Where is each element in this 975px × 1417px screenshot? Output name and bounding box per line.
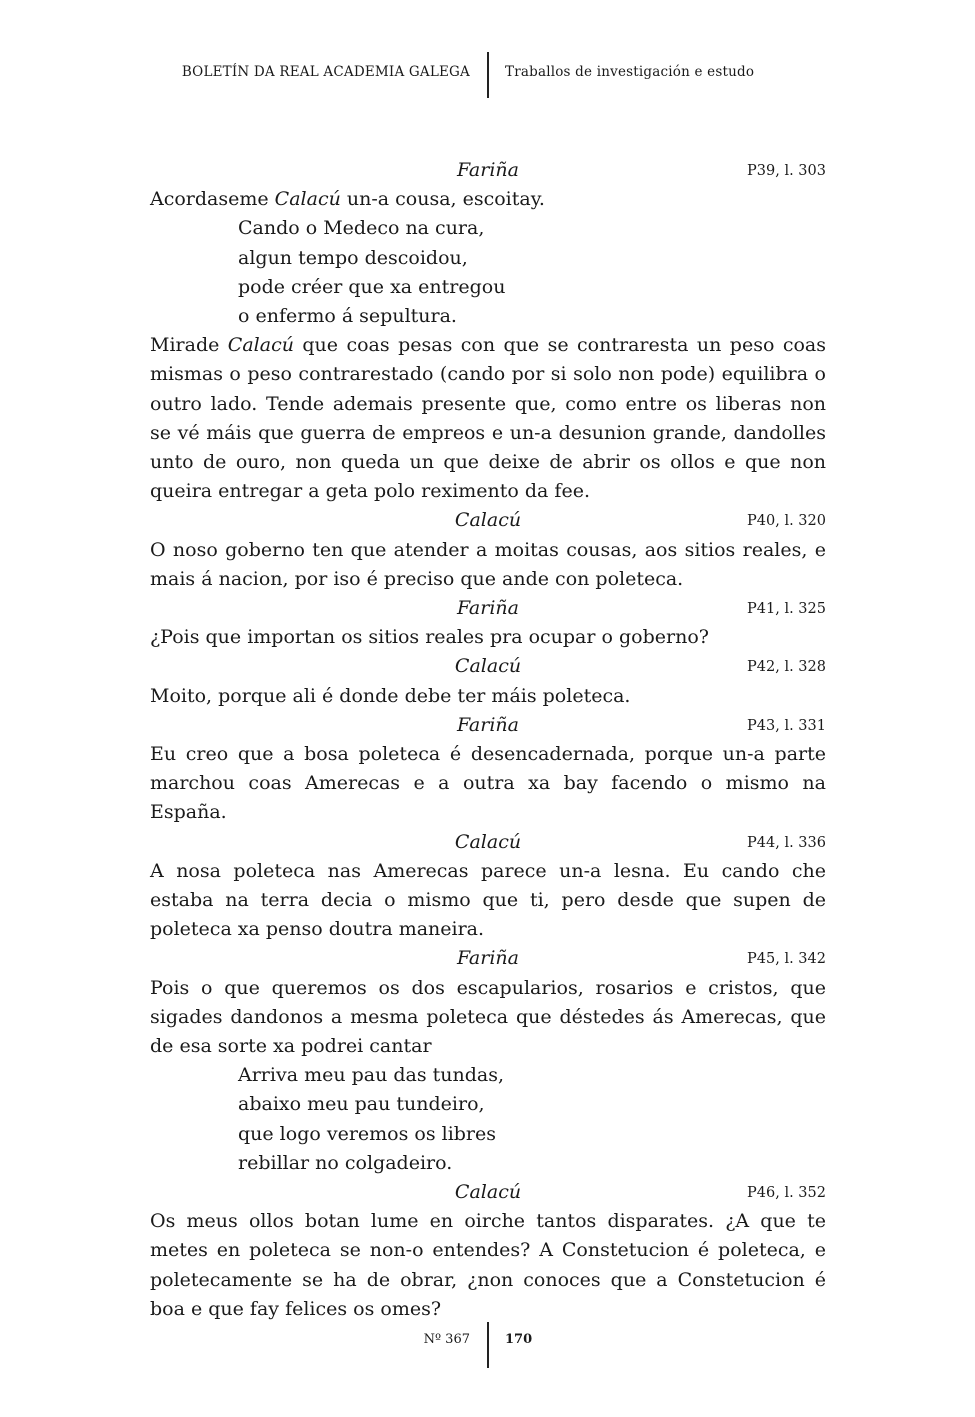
speaker-line — [150, 1178, 826, 1207]
line-reference: P45, l. 342 — [747, 951, 826, 968]
speaker-line — [150, 156, 826, 185]
speaker-name: Calacú — [454, 509, 522, 532]
verse-line: Cando o Medeco na cura, — [238, 217, 485, 240]
speaker-line — [150, 652, 826, 681]
text-run: que coas pesas con que se contraresta un peso coas mismas o peso contrarestado (cando por si solo non pode) equilibra o outro lado. Tende ademais presente que, como entre os liberas non se vé máis que guerra de empreos e un-a desunion grande, dandolles unto de ouro, non queda un que deixe de abrir os ollos e que non queira entregar a geta polo reximento da fee. — [150, 334, 826, 503]
line-reference: P44, l. 336 — [747, 834, 826, 851]
speaker-line — [150, 594, 826, 623]
speaker-line — [150, 828, 826, 857]
issue-number: Nº 367 — [423, 1332, 470, 1347]
line-reference: P43, l. 331 — [747, 717, 826, 734]
speaker-mention: Calacú — [274, 188, 341, 211]
verse-line: pode créer que xa entregou — [238, 275, 506, 298]
speaker-name: Fariña — [457, 159, 519, 181]
dialogue-paragraph: Moito, porque ali é donde debe ter máis poleteca. — [150, 684, 631, 707]
speaker-name: Calacú — [454, 655, 522, 678]
verse-line: que logo veremos os libres — [238, 1122, 497, 1145]
header-divider — [487, 52, 489, 98]
speaker-name: Calacú — [454, 1181, 522, 1203]
dialogue-paragraph: ¿Pois que importan os sitios reales pra ocupar o goberno? — [150, 626, 709, 649]
line-reference: P46, l. 352 — [747, 1185, 826, 1201]
line-reference: P39, l. 303 — [747, 163, 826, 179]
verse-line: rebillar no colgadeiro. — [238, 1151, 453, 1174]
text-run: Mirade — [150, 334, 228, 357]
dialogue-paragraph — [150, 185, 826, 214]
text-run: Acordaseme — [150, 188, 275, 211]
dialogue-paragraph: Os meus ollos botan lume en oirche tantos disparates. ¿A que te metes en poleteca se non-o entendes? A Constetucion é poleteca, e poletecamente se ha de obrar, ¿non conoces que a Constetucion é boa e que fay felices os omes? — [150, 1210, 826, 1320]
dialogue-paragraph: O noso goberno ten que atender a moitas cousas, aos sitios reales, e mais á nacion, por iso é preciso que ande con poleteca. — [150, 538, 826, 590]
section-title: Traballos de investigación e estudo — [505, 64, 755, 80]
speaker-name: Fariña — [457, 713, 519, 736]
line-reference: P40, l. 320 — [747, 513, 826, 530]
journal-title: BOLETÍN DA REAL ACADEMIA GALEGA — [181, 64, 470, 80]
dialogue-paragraph: Pois o que queremos os dos escapularios, rosarios e cristos, que sigades dandonos a mesma poleteca que déstedes ás Amerecas, que de esa sorte xa podrei cantar — [150, 976, 826, 1057]
dialogue-paragraph: A nosa poleteca nas Amerecas parece un-a lesna. Eu cando che estaba na terra decia o mismo que ti, pero desde que supen de poleteca xa penso doutra maneira. — [150, 859, 826, 941]
footer-divider — [487, 1322, 489, 1368]
dialogue-paragraph: Eu creo que a bosa poleteca é desencadernada, porque un-a parte marchou coas Amerecas e a outra xa bay facendo o mismo na España. — [150, 742, 826, 824]
dialogue-paragraph — [150, 331, 826, 506]
page-number: 170 — [505, 1332, 533, 1347]
text-run: un-a cousa, escoitay. — [340, 188, 545, 211]
line-reference: P41, l. 325 — [747, 601, 826, 618]
page-body — [150, 156, 826, 1324]
speaker-name: Calacú — [454, 830, 522, 853]
speaker-line — [150, 506, 826, 535]
speaker-line — [150, 711, 826, 740]
verse-line: algun tempo descoidou, — [238, 246, 468, 269]
verse-line: abaixo meu pau tundeiro, — [238, 1093, 485, 1116]
verse-line: o enfermo á sepultura. — [238, 305, 457, 327]
verse-line: Arriva meu pau das tundas, — [238, 1064, 505, 1087]
speaker-line — [150, 944, 826, 973]
speaker-name: Fariña — [457, 597, 519, 620]
speaker-name: Fariña — [457, 947, 519, 970]
line-reference: P42, l. 328 — [747, 659, 826, 676]
speaker-mention: Calacú — [227, 334, 294, 357]
